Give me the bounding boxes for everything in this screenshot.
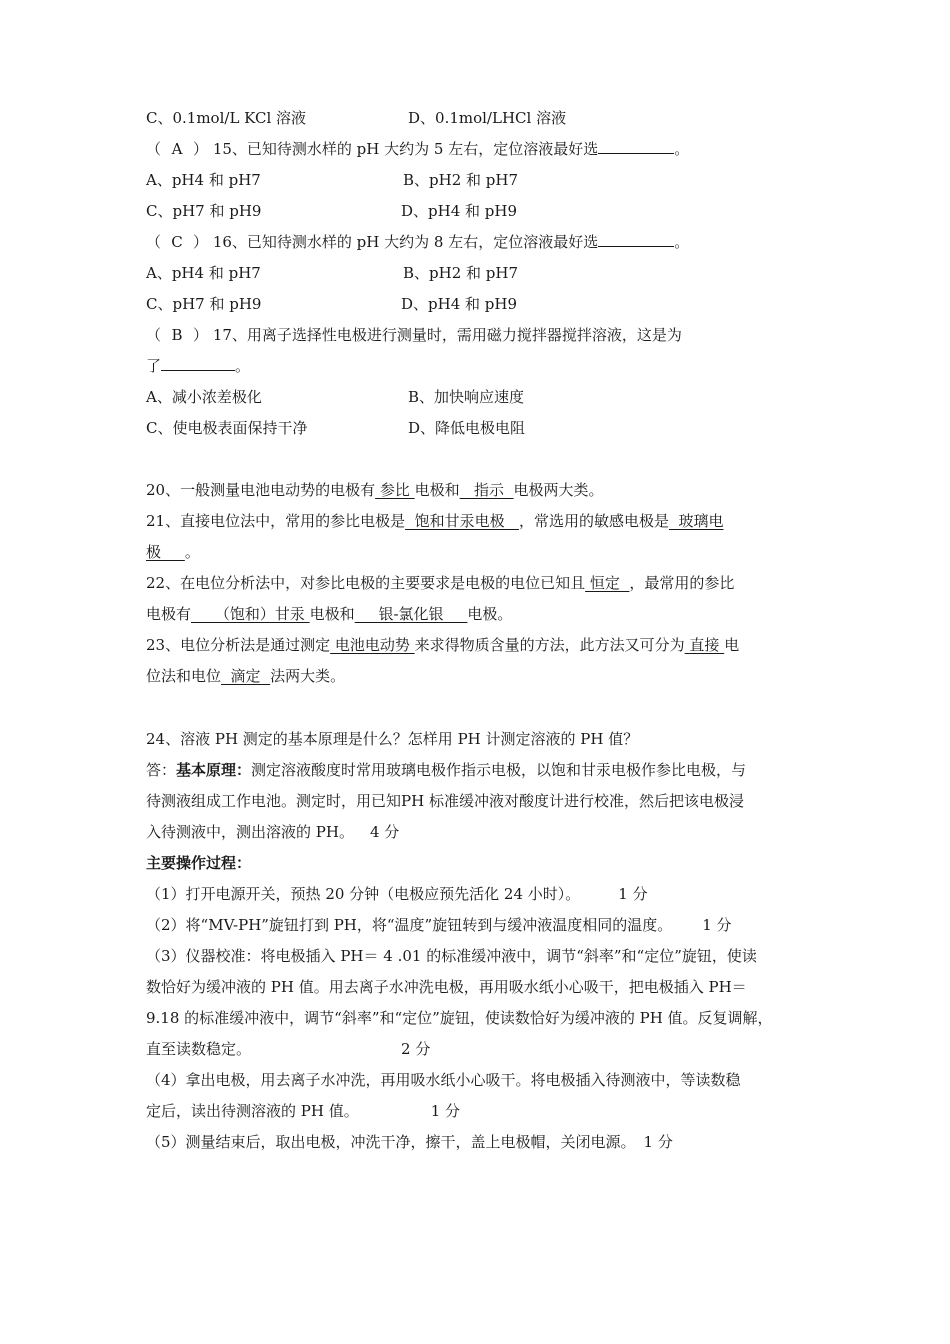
q23-text-5: 法两大类。 bbox=[270, 667, 346, 685]
q15-options-cd bbox=[146, 201, 518, 221]
q21-answer-2: 玻璃电 bbox=[668, 512, 724, 530]
q20-answer-1: 参比 bbox=[375, 481, 415, 499]
q17-paren-open: （ bbox=[146, 326, 162, 344]
q23-text-4: 位法和电位 bbox=[146, 667, 222, 685]
q17-question-cont bbox=[146, 356, 250, 376]
q23-text-2: 来求得物质含量的方法，此方法又可分为 bbox=[414, 636, 685, 654]
q24-step-3-2 bbox=[146, 977, 747, 997]
q24-step-3-score: 2 分 bbox=[401, 1040, 431, 1058]
q17-options-ab bbox=[146, 387, 525, 407]
q21-answer-1: 饱和甘汞电极 bbox=[405, 512, 519, 530]
q16-options-cd bbox=[146, 294, 518, 314]
q17-option-c: C、使电极表面保持干净 bbox=[146, 419, 308, 437]
q24-step-1 bbox=[146, 884, 648, 904]
q24-principle-text-3: 入待测液中，测出溶液的 PH。 bbox=[146, 823, 354, 841]
q24-principle-2 bbox=[146, 791, 744, 811]
q22-text-2: ，最常用的参比 bbox=[629, 574, 735, 592]
q24-step-3-text-3: 9.18 的标准缓冲液中，调节“斜率”和“定位”旋钮，使读数恰好为缓冲液的 PH 值。反复调解， bbox=[146, 1009, 773, 1027]
q17-option-d: D、降低电极电阻 bbox=[408, 419, 526, 437]
q20-text-3: 电极两大类。 bbox=[513, 481, 604, 499]
q24-step-3-text-1: （3）仪器校准：将电极插入 PH＝ 4 .01 的标准缓冲液中，调节“斜率”和“定位”旋钮，使读 bbox=[146, 947, 757, 965]
q23 bbox=[146, 635, 739, 655]
q16-options-ab bbox=[146, 263, 519, 283]
q24-principle-3 bbox=[146, 822, 399, 842]
q21-text-1: 21、直接电位法中，常用的参比电极是 bbox=[146, 512, 406, 530]
q17-text2: 了 bbox=[146, 357, 162, 375]
q24-step-3-text-2: 数恰好为缓冲液的 PH 值。用去离子水冲洗电极，再用吸水纸小心吸干，把电极插入 PH＝ bbox=[146, 978, 747, 996]
q24-step-1-score: 1 分 bbox=[618, 885, 648, 903]
q24-step-5-score: 1 分 bbox=[643, 1133, 673, 1151]
q14-options-cd bbox=[146, 108, 567, 128]
q23-answer-2: 直接 bbox=[684, 636, 725, 654]
q15-option-c: C、pH7 和 pH9 bbox=[146, 202, 262, 220]
q24-step-4-2 bbox=[146, 1101, 460, 1121]
q17-option-a: A、减小浓差极化 bbox=[146, 388, 262, 406]
q24-step-4-1 bbox=[146, 1070, 741, 1090]
q24-step-3-text-4: 直至读数稳定。 bbox=[146, 1040, 252, 1058]
q23-text-1: 23、电位分析法是通过测定 bbox=[146, 636, 331, 654]
q24-step-5-text: （5）测量结束后，取出电极，冲洗干净，擦干，盖上电极帽，关闭电源。 bbox=[146, 1133, 636, 1151]
q16-paren-close: ） bbox=[193, 233, 209, 251]
q16-option-b: B、pH2 和 pH7 bbox=[403, 264, 519, 282]
q24-step-3-1 bbox=[146, 946, 757, 966]
q17-question bbox=[146, 325, 682, 345]
q24-step-2 bbox=[146, 915, 732, 935]
q15-answer: A bbox=[171, 140, 183, 158]
q24-answer-prefix: 答： bbox=[146, 761, 177, 779]
q15-option-a: A、pH4 和 pH7 bbox=[146, 171, 261, 189]
q16-blank bbox=[598, 232, 674, 247]
q17-answer: B bbox=[171, 326, 183, 344]
q16-option-d: D、pH4 和 pH9 bbox=[401, 295, 518, 313]
q17-option-b: B、加快响应速度 bbox=[408, 388, 525, 406]
q21 bbox=[146, 511, 724, 531]
q21-end: 。 bbox=[184, 543, 200, 561]
q24-question-text: 24、溶液 PH 测定的基本原理是什么？怎样用 PH 计测定溶液的 PH 值？ bbox=[146, 730, 639, 748]
q24-step-4-text-2: 定后，读出待测溶液的 PH 值。 bbox=[146, 1102, 359, 1120]
q16-answer: C bbox=[171, 233, 183, 251]
q24-principle-label: 基本原理： bbox=[176, 761, 252, 779]
q22-answer-3: 银-氯化银 bbox=[354, 605, 468, 623]
q23-answer-1: 电池电动势 bbox=[330, 636, 415, 654]
q22-answer-2: （饱和）甘汞 bbox=[191, 605, 310, 623]
q17-blank bbox=[161, 356, 235, 371]
q23-text-3: 电 bbox=[724, 636, 740, 654]
q15-end: 。 bbox=[674, 140, 690, 158]
q15-options-ab bbox=[146, 170, 519, 190]
q24-step-3-3 bbox=[146, 1008, 773, 1028]
q22-answer-1: 恒定 bbox=[585, 574, 630, 592]
q22-cont bbox=[146, 604, 512, 624]
q22-text-5: 电极。 bbox=[467, 605, 513, 623]
q21-cont bbox=[146, 542, 200, 562]
q16-text: 16、已知待测水样的 pH 大约为 8 左右，定位溶液最好选 bbox=[212, 233, 599, 251]
q16-option-c: C、pH7 和 pH9 bbox=[146, 295, 262, 313]
q24-question bbox=[146, 729, 638, 749]
q23-answer-3: 滴定 bbox=[221, 667, 271, 685]
q15-paren-open: （ bbox=[146, 140, 162, 158]
q21-text-2: ，常选用的敏感电极是 bbox=[518, 512, 669, 530]
q14-option-d: D、0.1mol/LHCl 溶液 bbox=[408, 109, 567, 127]
q20-answer-2: 指示 bbox=[459, 481, 514, 499]
q17-end: 。 bbox=[235, 357, 251, 375]
q24-process-label bbox=[146, 853, 251, 873]
q15-option-d: D、pH4 和 pH9 bbox=[401, 202, 518, 220]
q24-step-2-score: 1 分 bbox=[702, 916, 732, 934]
q24-step-1-text: （1）打开电源开关，预热 20 分钟（电极应预先活化 24 小时）。 bbox=[146, 885, 581, 903]
q24-step-2-text: （2）将“MV-PH”旋钮打到 PH，将“温度”旋钮转到与缓冲液温度相同的温度。 bbox=[146, 916, 673, 934]
q21-answer-2-cont: 极 bbox=[146, 543, 185, 561]
q23-cont bbox=[146, 666, 345, 686]
q24-principle-text-1: 测定溶液酸度时常用玻璃电极作指示电极，以饱和甘汞电极作参比电极，与 bbox=[251, 761, 747, 779]
q17-options-cd bbox=[146, 418, 526, 438]
q24-principle-text-2: 待测液组成工作电池。测定时，用已知PH 标准缓冲液对酸度计进行校准，然后把该电极浸 bbox=[146, 792, 744, 810]
q20-text-2: 电极和 bbox=[414, 481, 460, 499]
q15-option-b: B、pH2 和 pH7 bbox=[403, 171, 519, 189]
q24-principle-score: 4 分 bbox=[369, 823, 400, 841]
q24-step-3-4 bbox=[146, 1039, 430, 1059]
q15-paren-close: ） bbox=[193, 140, 209, 158]
q17-text: 17、用离子选择性电极进行测量时，需用磁力搅拌器搅拌溶液，这是为 bbox=[212, 326, 682, 344]
q15-question bbox=[146, 139, 689, 159]
q22-text-3: 电极有 bbox=[146, 605, 192, 623]
q22-text-4: 电极和 bbox=[309, 605, 355, 623]
q24-step-4-score: 1 分 bbox=[430, 1102, 461, 1120]
q15-blank bbox=[598, 139, 674, 154]
q16-question bbox=[146, 232, 689, 252]
q17-paren-close: ） bbox=[193, 326, 209, 344]
q15-text: 15、已知待测水样的 pH 大约为 5 左右，定位溶液最好选 bbox=[212, 140, 599, 158]
q24-principle-1 bbox=[146, 760, 746, 780]
q22-text-1: 22、在电位分析法中，对参比电极的主要要求是电极的电位已知且 bbox=[146, 574, 586, 592]
q20-text-1: 20、一般测量电池电动势的电极有 bbox=[146, 481, 376, 499]
q24-step-5 bbox=[146, 1132, 673, 1152]
q24-process-label-text: 主要操作过程： bbox=[146, 854, 252, 872]
q20 bbox=[146, 480, 604, 500]
q16-end: 。 bbox=[674, 233, 690, 251]
q24-step-4-text-1: （4）拿出电极，用去离子水冲洗，再用吸水纸小心吸干。将电极插入待测液中，等读数稳 bbox=[146, 1071, 741, 1089]
q16-option-a: A、pH4 和 pH7 bbox=[146, 264, 261, 282]
q16-paren-open: （ bbox=[146, 233, 162, 251]
q22 bbox=[146, 573, 734, 593]
q14-option-c: C、0.1mol/L KCl 溶液 bbox=[146, 109, 307, 127]
